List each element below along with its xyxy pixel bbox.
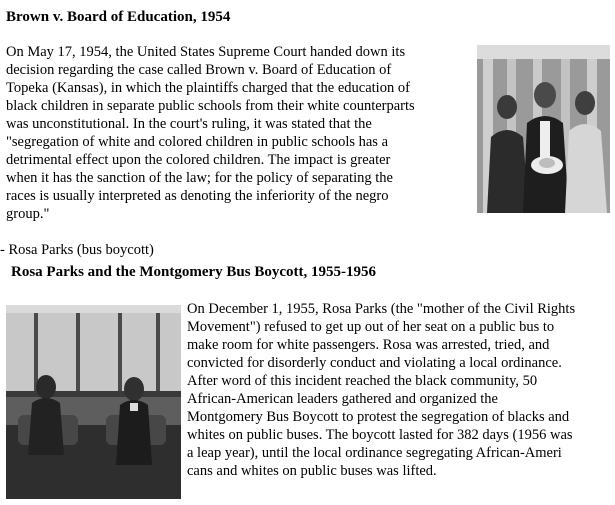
paragraph-line: a leap year), until the local ordinance segregating African-Ameri [187, 445, 562, 461]
paragraph-line: On December 1, 1955, Rosa Parks (the "mother of the Civil Rights [187, 301, 576, 317]
paragraph-line: was unconstitutional. In the court's ruling, it was stated that the [6, 116, 372, 132]
paragraph-line: convicted for disorderly conduct and violating a local ordinance. [187, 355, 562, 371]
paragraph-line: On May 17, 1954, the United States Supreme Court handed down its [6, 44, 406, 60]
paragraph-line: when it has the sanction of the law; for the policy of separating the [6, 170, 393, 186]
rosa-parks-paragraph [187, 300, 612, 480]
paragraph-line: races is usually interpreted as denoting the inferiority of the negro [6, 188, 389, 204]
paragraph-line: group." [6, 206, 50, 222]
paragraph-line: decision regarding the case called Brown v. Board of Education of [6, 62, 392, 78]
paragraph-line: whites on public buses. The boycott lasted for 382 days (1956 was [187, 427, 573, 443]
brown-v-board-paragraph [6, 43, 471, 223]
lawyers-courthouse-photo [477, 45, 610, 213]
rosa-parks-image-caption: - Rosa Parks (bus boycott) [0, 242, 154, 258]
paragraph-line: Montgomery Bus Boycott to protest the segregation of blacks and [187, 409, 570, 425]
paragraph-line: black children in separate public schools from their white counterparts [6, 98, 415, 114]
rosa-parks-title: Rosa Parks and the Montgomery Bus Boycott, 1955-1956 [11, 264, 376, 280]
brown-v-board-title: Brown v. Board of Education, 1954 [6, 9, 231, 25]
paragraph-line: Topeka (Kansas), in which the plaintiffs charged that the education of [6, 80, 410, 96]
paragraph-line: Movement") refused to get up out of her seat on a public bus to [187, 319, 555, 335]
paragraph-line: African-American leaders gathered and organized the [187, 391, 498, 407]
paragraph-line: "segregation of white and colored children in public schools has a [6, 134, 389, 150]
rosa-parks-bus-photo [6, 305, 181, 499]
lawyers-photo-graphic [477, 45, 610, 213]
paragraph-line: make room for white passengers. Rosa was arrested, tried, and [187, 337, 550, 353]
paragraph-line: After word of this incident reached the black community, 50 [187, 373, 538, 389]
bus-photo-graphic [6, 305, 181, 499]
paragraph-line: detrimental effect upon the colored children. The impact is greater [6, 152, 391, 168]
paragraph-line: cans and whites on public buses was lifted. [187, 463, 437, 479]
